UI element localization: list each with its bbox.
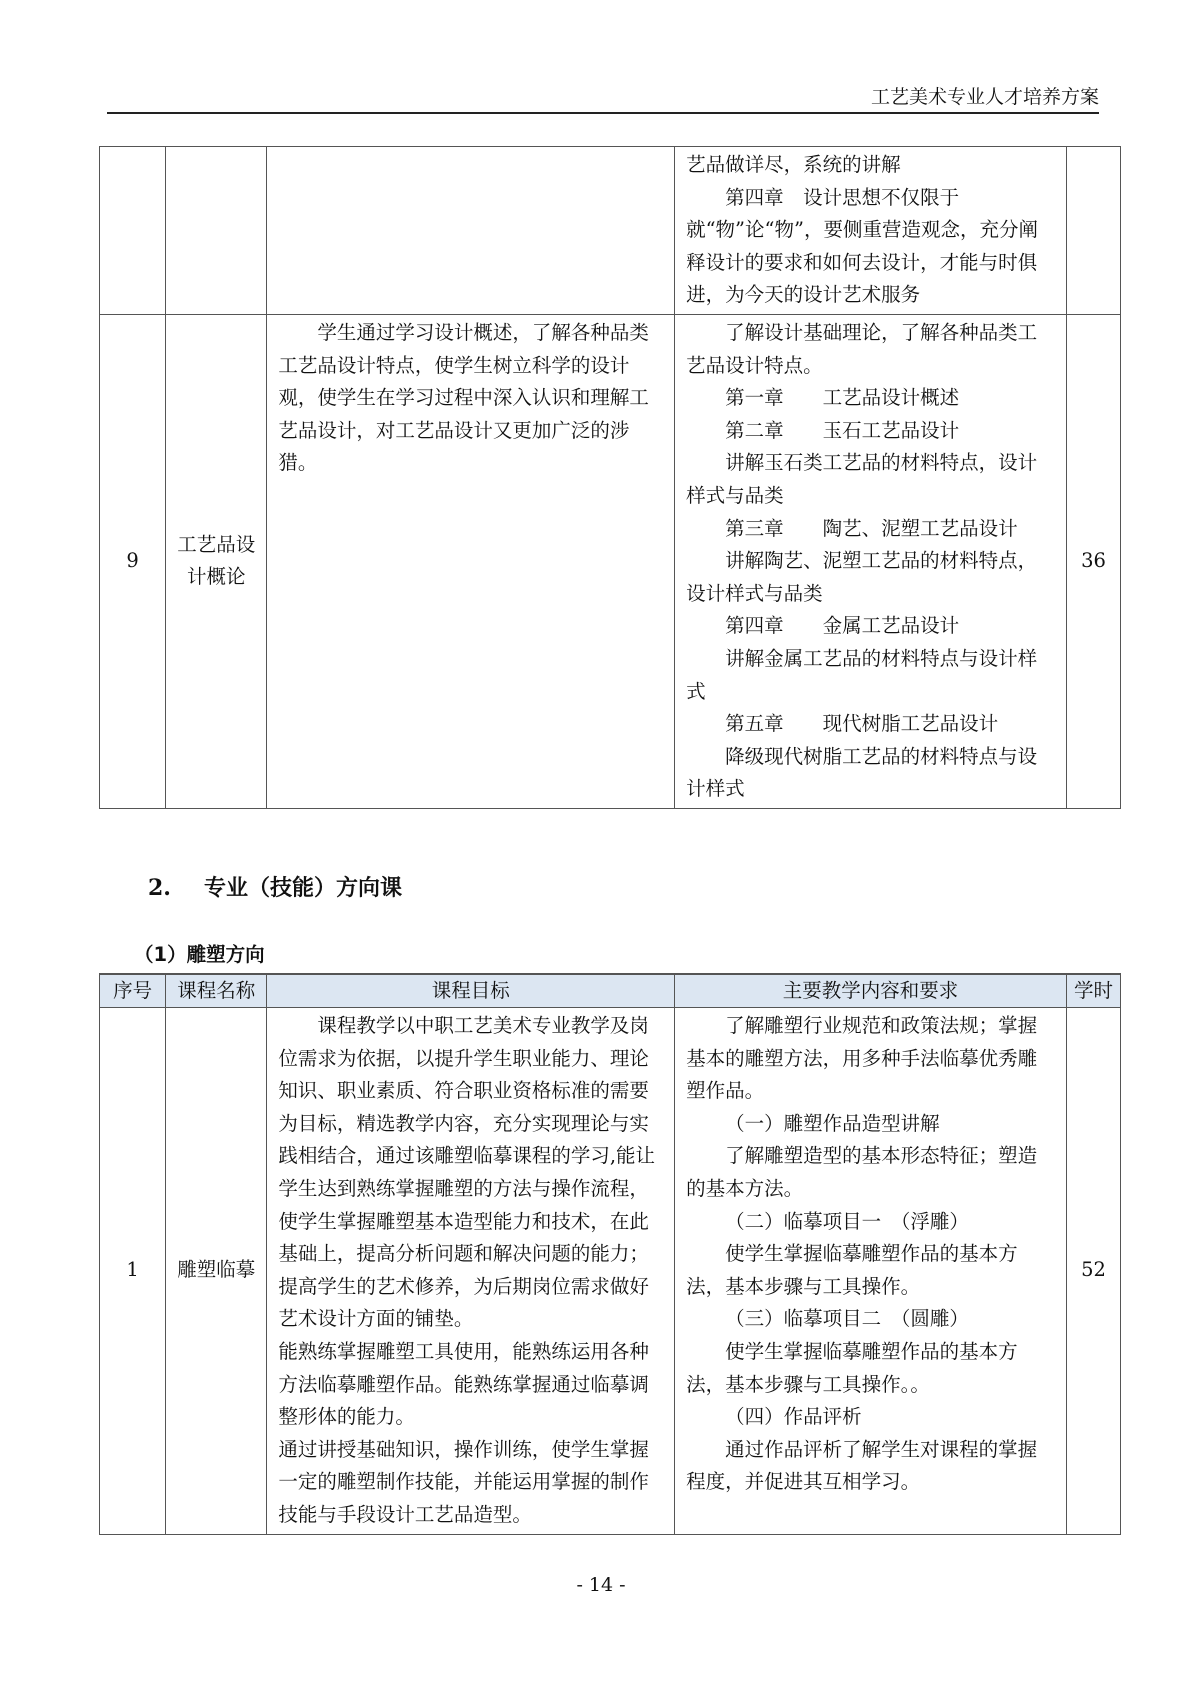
content-line: 了解雕塑造型的基本形态特征；塑造的基本方法。 (686, 1144, 1038, 1200)
column-header-hours: 学时 (1067, 974, 1121, 1008)
cell-no: 9 (100, 314, 166, 808)
table-row-continuation (100, 147, 1121, 315)
content-line: 第四章 金属工艺品设计 (725, 614, 960, 638)
content-line: 讲解玉石类工艺品的材料特点，设计样式与品类 (686, 451, 1038, 507)
content-line: 第三章 陶艺、泥塑工艺品设计 (725, 516, 1018, 540)
table-row (100, 314, 1121, 808)
cell-no: 1 (100, 1008, 166, 1535)
running-header (107, 82, 1099, 114)
section-number: 2. (148, 875, 171, 901)
content-line: 通过作品评析了解学生对课程的掌握程度，并促进其互相学习。 (686, 1437, 1038, 1494)
cell-name: 雕塑临摹 (166, 1008, 267, 1535)
content-line: 降级现代树脂工艺品的材料特点与设计样式 (686, 744, 1038, 801)
content-line: 使学生掌握临摹雕塑作品的基本方法，基本步骤与工具操作。。 (686, 1339, 1018, 1396)
goal-text: 学生通过学习设计概述，了解各种品类工艺品设计特点，使学生树立科学的设计观，使学生在学习过程中深入认识和理解工艺品设计，对工艺品设计又更加广泛的涉猎。 (278, 320, 649, 475)
page-number: - 14 - (576, 1574, 626, 1596)
goal-line: 课程教学以中职工艺美术专业教学及岗位需求为依据，以提升学生职业能力、理论知识、职业素质、符合职业资格标准的需要为目标，精选教学内容，充分实现理论与实践相结合，通过该雕塑临摹课程的学习,能让学生达到熟练掌握雕塑的方法与操作流程， 使学生掌握雕塑基本造型能力和技术，在此基础上，提高分析问题和解决问题的能力；提高学生的艺术修养，为后期岗位需求做好艺术设计方面的铺垫。 (278, 1014, 656, 1331)
column-header-no: 序号 (100, 974, 166, 1008)
goal-line: 能熟练掌握雕塑工具使用，能熟练运用各种方法临摹雕塑作品。能熟练掌握通过临摹调整形体的能力。 (278, 1339, 649, 1429)
content-line: 了解设计基础理论，了解各种品类工艺品设计特点。 (686, 320, 1038, 377)
content-line: （一）雕塑作品造型讲解 (725, 1111, 940, 1135)
table-header-row (100, 974, 1121, 1008)
cell-content (675, 147, 1067, 315)
cell-no (100, 147, 166, 315)
cell-name: 工艺品设计概论 (166, 314, 267, 808)
cell-goal (267, 147, 675, 315)
content-line: 艺品做详尽，系统的讲解 (686, 153, 901, 176)
content-line: 第五章 现代树脂工艺品设计 (725, 712, 999, 736)
column-header-content: 主要教学内容和要求 (675, 974, 1067, 1008)
cell-hours: 52 (1067, 1008, 1121, 1535)
content-line: （二）临摹项目一 （浮雕） (725, 1209, 969, 1233)
content-line: 第二章 玉石工艺品设计 (725, 418, 960, 442)
cell-goal (267, 314, 675, 808)
cell-hours (1067, 147, 1121, 315)
section-title: 专业（技能）方向课 (204, 876, 403, 901)
course-table-sculpture (99, 973, 1121, 1535)
content-line: 讲解金属工艺品的材料特点与设计样式 (686, 646, 1038, 703)
content-line: 了解雕塑行业规范和政策法规；掌握基本的雕塑方法，用多种手法临摹优秀雕塑作品。 (686, 1014, 1038, 1103)
cell-content (675, 314, 1067, 808)
document-title: 工艺美术专业人才培养方案 (870, 86, 1099, 108)
cell-name (166, 147, 267, 315)
column-header-name: 课程名称 (166, 974, 267, 1008)
column-header-goal: 课程目标 (267, 974, 675, 1008)
cell-hours: 36 (1067, 314, 1121, 808)
section-heading (148, 871, 402, 902)
table-row (100, 1008, 1121, 1535)
content-line: 第一章 工艺品设计概述 (725, 386, 960, 410)
goal-line: 通过讲授基础知识，操作训练，使学生掌握一定的雕塑制作技能，并能运用掌握的制作技能与手段设计工艺品造型。 (278, 1437, 649, 1526)
content-line: 讲解陶艺、泥塑工艺品的材料特点，设计样式与品类 (686, 549, 1038, 605)
content-line: （四）作品评析 (725, 1405, 862, 1429)
content-line: 使学生掌握临摹雕塑作品的基本方法，基本步骤与工具操作。 (686, 1242, 1018, 1298)
cell-goal (267, 1008, 675, 1535)
course-table-general (99, 146, 1121, 809)
subsection-heading: （1）雕塑方向 (134, 943, 265, 966)
content-line: 第四章 设计思想不仅限于就“物”论“物”，要侧重营造观念，充分阐释设计的要求和如何去设计，才能与时俱进，为今天的设计艺术服务 (686, 185, 1038, 307)
content-line: （三）临摹项目二 （圆雕） (725, 1307, 969, 1331)
cell-content (675, 1008, 1067, 1535)
